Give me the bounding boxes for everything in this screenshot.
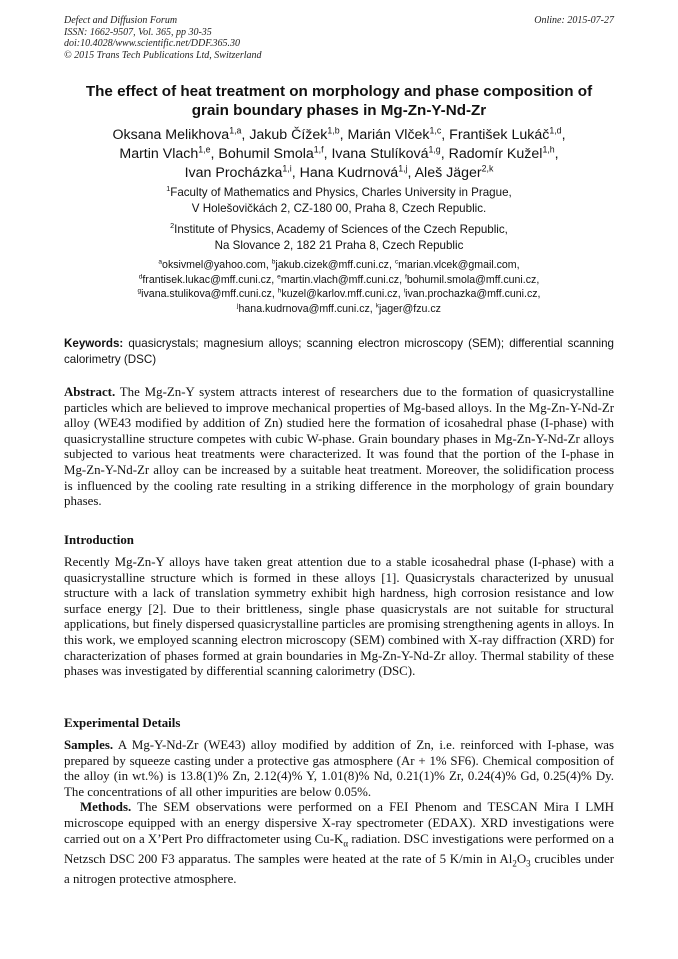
- author-affiliation-mark: 1,d: [549, 125, 562, 136]
- methods-text: O: [516, 851, 527, 866]
- paper-title: [60, 82, 618, 120]
- affiliation-1: [60, 185, 618, 216]
- methods-text: crucibles under a nitrogen protective atmosphere.: [64, 851, 614, 886]
- email-separator: ,: [388, 259, 395, 271]
- email-line-1: [60, 258, 618, 273]
- journal-header: [64, 15, 614, 61]
- author-separator: ,: [441, 127, 450, 143]
- author-name: Martin Vlach: [119, 146, 199, 162]
- author-affiliation-mark: 1,j: [398, 163, 408, 174]
- email-mark: k: [375, 302, 379, 310]
- email-separator: ,: [536, 273, 540, 286]
- author-affiliation-mark: 1,c: [429, 125, 442, 136]
- affiliation-line: Na Slovance 2, 182 21 Praha 8, Czech Republic: [214, 238, 464, 252]
- email-separator: ,: [369, 302, 376, 315]
- email-address: jakub.cizek@mff.cuni.cz: [275, 259, 389, 271]
- email-mark: j: [237, 302, 239, 310]
- author-line-2: [60, 145, 618, 164]
- email-address: martin.vlach@mff.cuni.cz: [280, 273, 400, 286]
- author-separator: ,: [210, 146, 219, 162]
- methods-paragraph: [64, 800, 614, 887]
- affiliation-line: Institute of Physics, Academy of Sciences of the Czech Republic,: [174, 223, 508, 236]
- author-separator: ,: [440, 146, 449, 162]
- author-list: [60, 126, 618, 183]
- email-mark: a: [158, 258, 163, 266]
- title-line-2: grain boundary phases in Mg-Zn-Y-Nd-Zr: [191, 102, 487, 119]
- author-name: Oksana Melikhova: [112, 127, 230, 143]
- online-date: Online: 2015-07-27: [534, 15, 614, 26]
- keywords-label: Keywords:: [64, 337, 124, 350]
- affiliation-number: 2: [170, 221, 175, 231]
- author-affiliation-mark: 1,h: [542, 144, 555, 155]
- journal-issn: ISSN: 1662-9507, Vol. 365, pp 30-35: [64, 26, 212, 38]
- methods-text: radiation. DSC investigations were performed on a Netzsch DSC 200 F3 apparatus. The samples were heated at the rate of 5 K/min in Al: [64, 831, 615, 866]
- journal-doi: doi:10.4028/www.scientific.net/DDF.365.30: [64, 38, 241, 49]
- email-list: [60, 258, 618, 316]
- author-line-1: [60, 126, 618, 145]
- affiliation-line: V Holešovičkách 2, CZ-180 00, Praha 8, Czech Republic.: [191, 201, 487, 215]
- author-name: Ivan Procházka: [184, 165, 283, 181]
- abstract-label: Abstract.: [64, 385, 116, 399]
- introduction-paragraph: Recently Mg-Zn-Y alloys have taken great attention due to a stable icosahedral phase (I-phase) with a quasicrystalline structure which is formed in these alloys [1]. Quasicrystals characterized by unusual structure with a lack of translation symmetry exhibit high hardness, high corrosion resistance and low surface energy [2]. Due to their brittleness, single phase quasicrystals are not suitable for structural applications, but finely dispersed quasicrystalline particles are promising strengthening agents in alloys. In this work, we employed scanning electron microscopy (SEM) combined with X-ray diffraction (XRD) for characterization of phases formed at grain boundaries in Mg-Zn-Y-Nd-Zr alloy. Thermal stability of these phases was investigated by differential scanning calorimetry (DSC).: [64, 555, 614, 679]
- experimental-section: [64, 738, 614, 888]
- alpha-subscript: α: [343, 838, 349, 849]
- email-address: hana.kudrnova@mff.cuni.cz: [238, 302, 370, 315]
- author-affiliation-mark: 2,k: [481, 163, 494, 174]
- author-affiliation-mark: 1,e: [198, 144, 211, 155]
- author-line-3: [60, 164, 618, 183]
- introduction-heading: Introduction: [64, 533, 134, 547]
- author-affiliation-mark: 1,b: [327, 125, 340, 136]
- journal-copyright: © 2015 Trans Tech Publications Ltd, Switzerland: [64, 49, 262, 61]
- affiliation-2: [60, 222, 618, 253]
- methods-label: Methods.: [80, 800, 132, 815]
- author-name: Bohumil Smola: [218, 146, 314, 162]
- author-separator: ,: [407, 165, 415, 181]
- author-separator: ,: [561, 127, 566, 143]
- author-affiliation-mark: 1,f: [313, 144, 324, 155]
- email-address: ivan.prochazka@mff.cuni.cz: [405, 288, 538, 301]
- email-address: marian.vlcek@gmail.com: [398, 259, 517, 271]
- email-mark: c: [394, 258, 399, 266]
- author-name: Hana Kudrnová: [299, 165, 399, 181]
- email-address: jager@fzu.cz: [378, 302, 441, 315]
- author-separator: ,: [323, 146, 332, 162]
- author-separator: ,: [241, 127, 250, 143]
- author-separator: ,: [291, 165, 300, 181]
- email-mark: e: [277, 273, 281, 281]
- email-separator: ,: [271, 273, 278, 286]
- author-name: Marián Vlček: [347, 127, 430, 143]
- email-mark: g: [137, 287, 142, 295]
- email-separator: ,: [397, 288, 404, 301]
- author-name: Radomír Kužel: [448, 146, 543, 162]
- email-address: bohumil.smola@mff.cuni.cz: [406, 273, 537, 286]
- author-name: Ivana Stulíková: [331, 146, 429, 162]
- email-address: ivana.stulikova@mff.cuni.cz: [141, 288, 272, 301]
- experimental-heading: Experimental Details: [64, 716, 181, 730]
- samples-text: A Mg-Y-Nd-Zr (WE43) alloy modified by addition of Zn, i.e. reinforced with I-phase, was prepared by squeeze casting under a protective gas atmosphere (Ar + 1% SF6). Chemical composition of the alloy (in wt.%) is 13.8(1)% Zn, 2.12(4)% Y, 1.01(8)% Nd, 0.21(1)% Zr, 0.24(4)% Gd, 0.25(4)% Dy. The concentrations of all other impurities are below 0.05%.: [64, 738, 614, 799]
- email-separator: ,: [516, 259, 520, 271]
- samples-label: Samples.: [64, 738, 114, 752]
- email-separator: ,: [271, 288, 278, 301]
- email-line-2: [60, 273, 618, 288]
- journal-name: Defect and Diffusion Forum: [64, 15, 178, 26]
- subscript-2: 2: [512, 858, 517, 869]
- abstract-paragraph: [64, 385, 614, 510]
- email-address: frantisek.lukac@mff.cuni.cz: [142, 273, 272, 286]
- author-name: Aleš Jäger: [414, 165, 482, 181]
- email-mark: d: [138, 273, 143, 281]
- email-mark: h: [277, 287, 282, 295]
- email-mark: b: [271, 258, 276, 266]
- email-line-4: [60, 302, 618, 317]
- email-separator: ,: [399, 273, 405, 286]
- email-address: kuzel@karlov.mff.cuni.cz: [281, 288, 398, 301]
- email-address: oksivmel@yahoo.com: [162, 259, 266, 271]
- affiliation-number: 1: [166, 184, 171, 194]
- title-line-1: The effect of heat treatment on morphology and phase composition of: [85, 83, 593, 100]
- email-mark: f: [405, 273, 407, 281]
- email-separator: ,: [265, 259, 272, 271]
- samples-paragraph: [64, 738, 614, 800]
- author-name: Jakub Čížek: [249, 127, 328, 143]
- email-separator: ,: [537, 288, 541, 301]
- methods-text: The SEM observations were performed on a FEI Phenom and TESCAN Mira I LMH microscope equipped with an energy dispersive X-ray spectrometer (EDAX). XRD investigations were carried out on a X’Pert Pro diffractometer using Cu-K: [64, 800, 614, 846]
- abstract-text: The Mg-Zn-Y system attracts interest of researchers due to the formation of quasicrystalline particles which are believed to improve mechanical properties of Mg-based alloys. In the Mg-Zn-Y-Nd-Zr alloy (WE43 modified by addition of Zn) studied here the formation of icosahedral phase (I-phase) with quasicrystalline structure competes with cubic W-phase. Grain boundary phases in Mg-Zn-Y-Nd-Zr alloys subjected to various heat treatments were characterized. It was found that the portion of the I-phase in Mg-Zn-Y-Nd-Zr alloy can be increased by a suitable heat treatment. Moreover, the solidification process is influenced by the cooling rate resulting in a striking difference in the morphology of grain boundary phases.: [64, 385, 614, 509]
- keywords-paragraph: [64, 336, 614, 367]
- author-affiliation-mark: 1,i: [282, 163, 292, 174]
- email-line-3: [60, 287, 618, 302]
- affiliation-line: Faculty of Mathematics and Physics, Charles University in Prague,: [170, 186, 512, 199]
- email-mark: i: [403, 287, 406, 295]
- author-affiliation-mark: 1,g: [428, 144, 441, 155]
- author-name: František Lukáč: [449, 127, 550, 143]
- author-separator: ,: [339, 127, 348, 143]
- author-affiliation-mark: 1,a: [229, 125, 242, 136]
- keywords-text: quasicrystals; magnesium alloys; scanning electron microscopy (SEM); differential scanning calorimetry (DSC): [64, 337, 614, 366]
- author-separator: ,: [554, 146, 559, 162]
- subscript-3: 3: [526, 858, 531, 869]
